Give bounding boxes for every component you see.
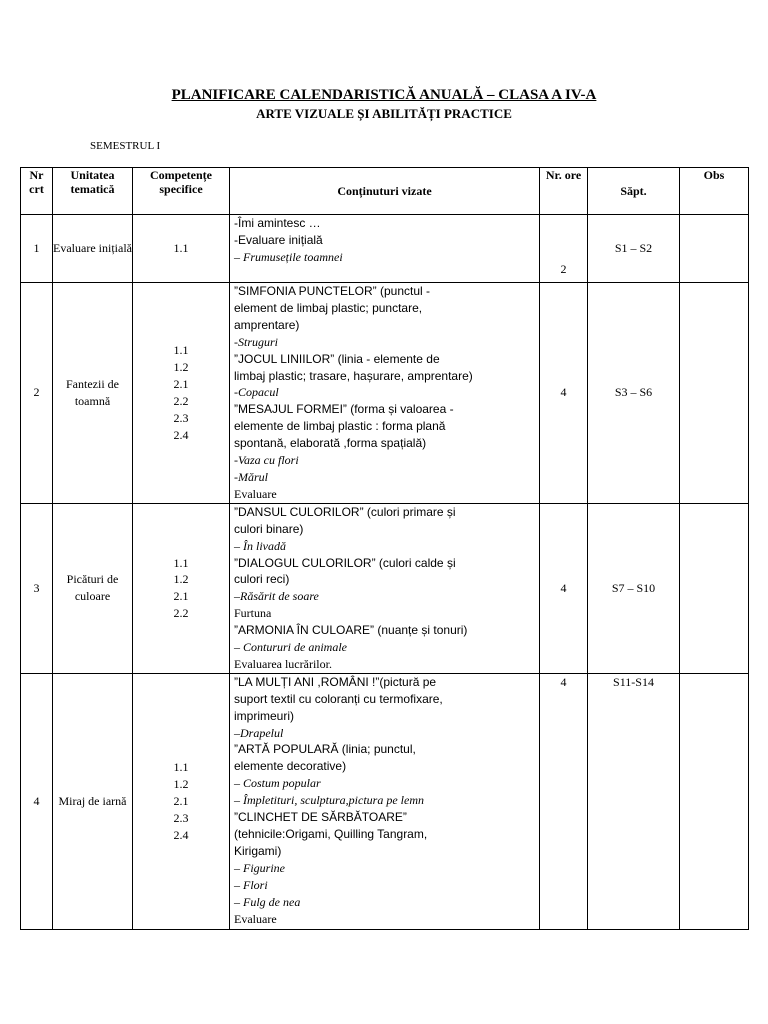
weeks-cell: S7 – S10: [588, 503, 680, 673]
col-header-weeks: Săpt.: [588, 168, 680, 215]
content-line: ”JOCUL LINIILOR” (linia - elemente de: [234, 351, 440, 366]
content-line: -Îmi amintesc …: [234, 216, 321, 230]
row-number: 2: [21, 283, 53, 504]
competences-cell: [133, 673, 230, 929]
content-line: –Drapelul: [234, 725, 284, 740]
table-row: [21, 215, 749, 283]
content-line: (tehnicile:Origami, Quilling Tangram,: [234, 827, 428, 841]
content-line: – Fulg de nea: [234, 894, 301, 909]
content-line: -Mărul: [234, 469, 268, 484]
content-line: -Evaluare inițială: [234, 232, 323, 247]
content-line: ”CLINCHET DE SĂRBĂTOARE”: [234, 810, 407, 825]
content-line: – Contururi de animale: [234, 640, 347, 655]
content-line: ”DANSUL CULORILOR” (culori primare și: [234, 504, 456, 519]
content-line: – Flori: [234, 877, 268, 892]
weeks-cell: S3 – S6: [588, 283, 680, 504]
content-line: spontană, elaborată ,forma spațială): [234, 436, 427, 451]
content-line: amprentare): [234, 317, 300, 332]
competence-code: 2.3: [173, 810, 189, 825]
content-line: ”ARTĂ POPULARĂ (linia; punctul,: [234, 742, 416, 757]
col-header-unit: Unitatea tematică: [53, 168, 133, 215]
hours-cell: 4: [540, 283, 588, 504]
competence-code: 1.1: [173, 555, 189, 570]
content-line: -Vaza cu flori: [234, 453, 299, 468]
content-line: –Răsărit de soare: [234, 589, 319, 604]
content-line: elemente de limbaj plastic : forma plană: [234, 419, 446, 434]
content-line: ”SIMFONIA PUNCTELOR” (punctul -: [234, 284, 431, 298]
obs-cell: [680, 673, 749, 929]
thematic-unit: Picături de culoare: [53, 503, 133, 673]
competence-code: 1.1: [173, 241, 189, 256]
hours-cell: 2: [540, 215, 588, 283]
weeks-cell: S11-S14: [588, 673, 680, 929]
document-title: PLANIFICARE CALENDARISTICĂ ANUALĂ – CLASA A IV-A: [171, 87, 597, 103]
table-row: [21, 283, 749, 504]
competence-code: 2.3: [173, 410, 189, 425]
competence-code: 2.1: [173, 793, 189, 808]
competence-code: 2.4: [173, 427, 189, 442]
obs-cell: [680, 215, 749, 283]
competence-code: 1.2: [173, 776, 189, 791]
content-line: Evaluare: [234, 486, 277, 501]
content-cell: [230, 503, 540, 673]
content-cell: [230, 673, 540, 929]
hours-cell: 4: [540, 673, 588, 929]
content-line: Evaluare: [234, 911, 277, 926]
content-line: limbaj plastic; trasare, hașurare, amprentare): [234, 368, 473, 383]
planning-table: [20, 167, 749, 930]
thematic-unit: Evaluare inițială: [53, 215, 133, 283]
content-line: culori reci): [234, 572, 290, 587]
content-line: – Frumusețile toamnei: [234, 249, 343, 264]
competences-cell: [133, 503, 230, 673]
competence-code: 1.2: [173, 360, 189, 375]
col-header-competences: Competențe specifice: [133, 168, 230, 215]
document-subtitle: ARTE VIZUALE ȘI ABILITĂȚI PRACTICE: [256, 106, 512, 121]
content-line: ”LA MULȚI ANI ,ROMÂNI !”(pictură pe: [234, 674, 437, 689]
content-cell: [230, 215, 540, 283]
table-row: [21, 673, 749, 929]
content-line: ”ARMONIA ÎN CULOARE” (nuanțe și tonuri): [234, 623, 468, 638]
competence-code: 1.1: [173, 760, 189, 775]
competence-code: 2.4: [173, 827, 189, 842]
col-header-hours: Nr. ore: [540, 168, 588, 215]
content-line: culori binare): [234, 521, 304, 536]
competences-cell: [133, 215, 230, 283]
content-line: – Costum popular: [234, 776, 321, 791]
competence-code: 2.1: [173, 589, 189, 604]
weeks-cell: S1 – S2: [588, 215, 680, 283]
competence-code: 1.2: [173, 572, 189, 587]
col-header-obs: Obs: [680, 168, 749, 215]
semester-label: SEMESTRUL I: [90, 140, 161, 152]
content-line: ”DIALOGUL CULORILOR” (culori calde și: [234, 555, 456, 570]
row-number: 1: [21, 215, 53, 283]
table-row: [21, 503, 749, 673]
content-line: – Figurine: [234, 860, 285, 875]
col-header-nr: Nr crt: [21, 168, 53, 215]
thematic-unit: Fantezii de toamnă: [53, 283, 133, 504]
row-number: 3: [21, 503, 53, 673]
competence-code: 2.1: [173, 376, 189, 391]
col-header-content: Conținuturi vizate: [230, 168, 540, 215]
competence-code: 2.2: [173, 393, 189, 408]
obs-cell: [680, 283, 749, 504]
content-line: suport textil cu coloranți cu termofixare,: [234, 691, 443, 706]
content-line: Furtuna: [234, 606, 272, 621]
hours-cell: 4: [540, 503, 588, 673]
competences-cell: [133, 283, 230, 504]
content-line: elemente decorative): [234, 759, 347, 774]
competence-code: 1.1: [173, 343, 189, 358]
content-line: Evaluarea lucrărilor.: [234, 656, 332, 671]
thematic-unit: Miraj de iarnă: [53, 673, 133, 929]
content-cell: [230, 283, 540, 504]
content-line: -Copacul: [234, 385, 279, 400]
content-line: ”MESAJUL FORMEI” (forma și valoarea -: [234, 402, 454, 417]
content-line: -Struguri: [234, 334, 279, 349]
row-number: 4: [21, 673, 53, 929]
content-line: Kirigami): [234, 843, 282, 858]
obs-cell: [680, 503, 749, 673]
content-line: – Împletituri, sculptura,pictura pe lemn: [234, 793, 424, 808]
competence-code: 2.2: [173, 606, 189, 621]
content-line: imprimeuri): [234, 708, 294, 723]
content-line: element de limbaj plastic; punctare,: [234, 300, 423, 315]
content-line: – În livadă: [234, 538, 286, 553]
header-row: [21, 168, 749, 215]
